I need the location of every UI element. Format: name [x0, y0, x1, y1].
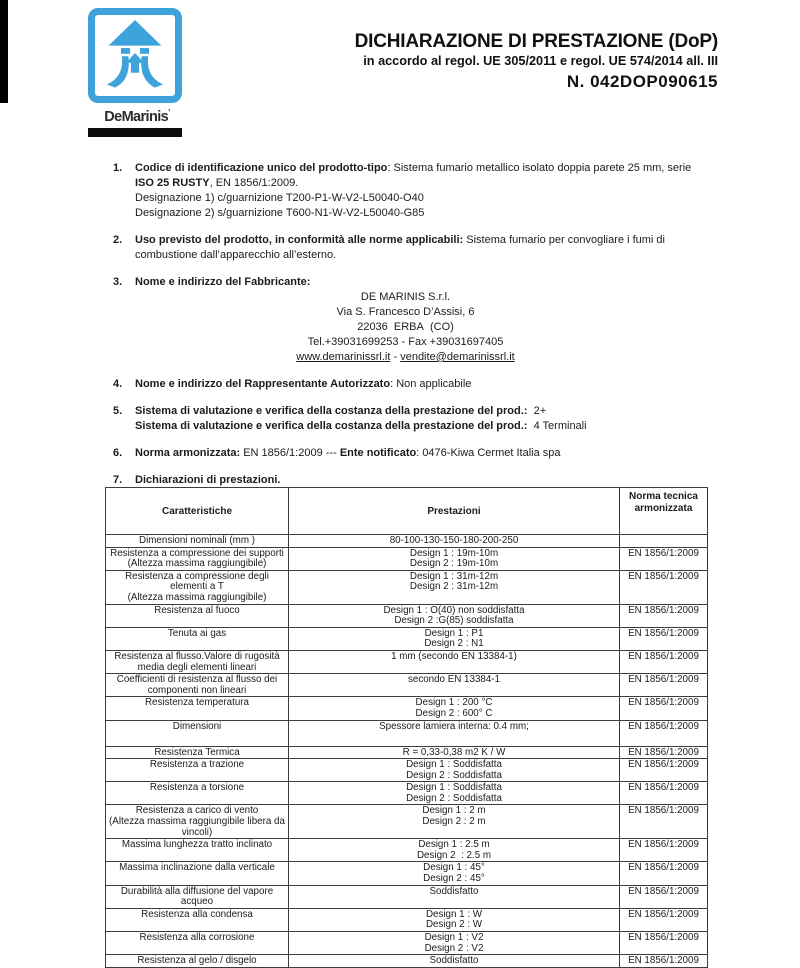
cell-prestazione: 80-100-130-150-180-200-250 — [289, 535, 620, 548]
cell-caratteristica: Massima lunghezza tratto inclinato — [106, 839, 289, 862]
text-segment: Uso previsto del prodotto, in conformità alle norme applicabili: — [135, 234, 464, 246]
link[interactable]: www.demarinissrl.it — [296, 351, 391, 363]
cell-prestazione: Design 1 : W Design 2 : W — [289, 908, 620, 931]
item-paragraph — [135, 404, 698, 419]
item-number: 7. — [113, 474, 123, 486]
list-item — [113, 275, 698, 365]
text-segment: Norma armonizzata: — [135, 447, 241, 459]
list-item — [113, 446, 698, 461]
cell-caratteristica: Resistenza a compressione dei supporti (Altezza massima raggiungibile) — [106, 547, 289, 570]
text-segment: - — [390, 351, 401, 363]
cell-prestazione: Design 1 : Soddisfatta Design 2 : Soddisfatta — [289, 782, 620, 805]
cell-prestazione: Soddisfatto — [289, 955, 620, 968]
table-row — [106, 674, 708, 697]
cell-prestazione: Soddisfatto — [289, 885, 620, 908]
cell-prestazione: Design 1 : 2 m Design 2 : 2 m — [289, 805, 620, 839]
cell-caratteristica: Durabilità alla diffusione del vapore acqueo — [106, 885, 289, 908]
table-row — [106, 862, 708, 885]
cell-caratteristica: Resistenza al gelo / disgelo — [106, 955, 289, 968]
cell-caratteristica: Resistenza a trazione — [106, 759, 289, 782]
cell-norma: EN 1856/1:2009 — [620, 547, 708, 570]
cell-caratteristica: Resistenza alla corrosione — [106, 932, 289, 955]
item-paragraph — [135, 320, 698, 335]
chimney-arrow-icon — [102, 18, 168, 93]
performance-table — [105, 487, 708, 968]
list-item — [113, 404, 698, 434]
cell-norma: EN 1856/1:2009 — [620, 650, 708, 673]
cell-caratteristica: Massima inclinazione dalla verticale — [106, 862, 289, 885]
text-segment: Via S. Francesco D’Assisi, 6 — [336, 306, 475, 318]
list-item — [113, 473, 698, 488]
page-subtitle: in accordo al regol. UE 305/2011 e regol. UE 574/2014 all. III — [363, 54, 718, 68]
text-segment: , EN 1856/1:2009. — [209, 177, 299, 189]
item-number: 2. — [113, 234, 123, 246]
text-segment: Dichiarazioni di prestazioni. — [135, 474, 281, 486]
text-segment: Sistema di valutazione e verifica della costanza della prestazione del prod.: — [135, 405, 528, 417]
list-item — [113, 161, 698, 221]
cell-prestazione: Design 1 : 19m-10m Design 2 : 19m-10m — [289, 547, 620, 570]
cell-norma: EN 1856/1:2009 — [620, 570, 708, 604]
table-row — [106, 604, 708, 627]
cell-prestazione: Spessore lamiera interna: 0.4 mm; — [289, 720, 620, 746]
cell-caratteristica: Resistenza a compressione degli elementi a T (Altezza massima raggiungibile) — [106, 570, 289, 604]
text-segment: DE MARINIS S.r.l. — [360, 291, 451, 303]
text-segment: : Non applicabile — [390, 378, 472, 390]
cell-norma: EN 1856/1:2009 — [620, 885, 708, 908]
cell-caratteristica: Dimensioni nominali (mm ) — [106, 535, 289, 548]
items-list — [113, 161, 698, 500]
item-number: 1. — [113, 162, 123, 174]
text-segment: ISO 25 RUSTY — [135, 177, 210, 189]
document-header — [260, 31, 718, 92]
col-header-prestazioni: Prestazioni — [289, 488, 620, 535]
col-header-caratteristiche: Caratteristiche — [106, 488, 289, 535]
cell-caratteristica: Resistenza Termica — [106, 746, 289, 759]
text-segment: Sistema fumario per convogliare i fumi di combustione dall’apparecchio all’esterno. — [135, 234, 665, 261]
cell-norma: EN 1856/1:2009 — [620, 604, 708, 627]
text-segment: 4 Terminali — [527, 420, 587, 432]
cell-norma: EN 1856/1:2009 — [620, 720, 708, 746]
cell-prestazione: 1 mm (secondo EN 13384-1) — [289, 650, 620, 673]
table-header-row — [106, 488, 708, 535]
text-segment: Codice di identificazione unico del prodotto-tipo — [135, 162, 388, 174]
table-row — [106, 547, 708, 570]
text-segment: : 0476-Kiwa Cermet Italia spa — [416, 447, 561, 459]
scan-artifact-strip — [0, 0, 8, 103]
link[interactable]: vendite@demarinissrl.it — [400, 351, 515, 363]
text-segment: EN 1856/1:2009 --- — [240, 447, 340, 459]
cell-prestazione: Design 1 : P1 Design 2 : N1 — [289, 627, 620, 650]
item-paragraph — [135, 350, 698, 365]
item-paragraph — [135, 161, 698, 191]
cell-norma: EN 1856/1:2009 — [620, 627, 708, 650]
text-segment: 2+ — [527, 405, 547, 417]
text-segment: Designazione 1) c/guarnizione T200-P1-W-V2-L50040-O40 — [135, 192, 424, 204]
table-row — [106, 955, 708, 968]
table-row — [106, 535, 708, 548]
text-segment: : Sistema fumario metallico isolato doppia parete 25 mm, serie — [387, 162, 692, 174]
logo-underline-bar — [88, 128, 182, 137]
table-row — [106, 570, 708, 604]
performance-table-body — [106, 535, 708, 968]
item-number: 4. — [113, 378, 123, 390]
document-number: N. 042DOP090615 — [566, 72, 718, 91]
cell-norma: EN 1856/1:2009 — [620, 746, 708, 759]
item-paragraph — [135, 419, 698, 434]
item-paragraph — [135, 233, 698, 263]
cell-prestazione: Design 1 : 45° Design 2 : 45° — [289, 862, 620, 885]
cell-norma: EN 1856/1:2009 — [620, 908, 708, 931]
cell-prestazione: Design 1 : O(40) non soddisfatta Design 2 :G(85) soddisfatta — [289, 604, 620, 627]
cell-norma — [620, 535, 708, 548]
item-paragraph — [135, 305, 698, 320]
cell-norma: EN 1856/1:2009 — [620, 759, 708, 782]
cell-prestazione: R = 0,33-0,38 m2 K / W — [289, 746, 620, 759]
cell-caratteristica: Resistenza al fuoco — [106, 604, 289, 627]
table-row — [106, 908, 708, 931]
cell-caratteristica: Coefficienti di resistenza al flusso dei componenti non lineari — [106, 674, 289, 697]
item-number: 5. — [113, 405, 123, 417]
text-segment: Designazione 2) s/guarnizione T600-N1-W-V2-L50040-G85 — [135, 207, 425, 219]
logo-frame — [88, 8, 182, 103]
cell-norma: EN 1856/1:2009 — [620, 782, 708, 805]
cell-prestazione: Design 1 : V2 Design 2 : V2 — [289, 932, 620, 955]
cell-norma: EN 1856/1:2009 — [620, 697, 708, 720]
table-row — [106, 805, 708, 839]
page-title: DICHIARAZIONE DI PRESTAZIONE (DoP) — [354, 31, 718, 52]
item-paragraph — [135, 275, 698, 290]
cell-norma: EN 1856/1:2009 — [620, 839, 708, 862]
table-row — [106, 650, 708, 673]
table-row — [106, 932, 708, 955]
cell-caratteristica: Resistenza a torsione — [106, 782, 289, 805]
list-item — [113, 377, 698, 392]
brand-name: DeMarinis’ — [104, 108, 170, 125]
cell-prestazione: Design 1 : 200 °C Design 2 : 600° C — [289, 697, 620, 720]
item-paragraph — [135, 191, 698, 206]
item-paragraph — [135, 377, 698, 392]
item-paragraph — [135, 290, 698, 305]
cell-norma: EN 1856/1:2009 — [620, 955, 708, 968]
item-number: 6. — [113, 447, 123, 459]
cell-prestazione: Design 1 : Soddisfatta Design 2 : Soddisfatta — [289, 759, 620, 782]
text-segment: Tel.+39031699253 - Fax +39031697405 — [307, 336, 504, 348]
table-row — [106, 839, 708, 862]
cell-prestazione: Design 1 : 2.5 m Design 2 : 2.5 m — [289, 839, 620, 862]
text-segment: Nome e indirizzo del Fabbricante: — [135, 276, 311, 288]
cell-norma: EN 1856/1:2009 — [620, 932, 708, 955]
table-row — [106, 782, 708, 805]
cell-caratteristica: Resistenza a carico di vento (Altezza massima raggiungibile libera da vincoli) — [106, 805, 289, 839]
cell-norma: EN 1856/1:2009 — [620, 862, 708, 885]
cell-caratteristica: Tenuta ai gas — [106, 627, 289, 650]
performance-table-wrap — [105, 487, 707, 968]
item-paragraph — [135, 206, 698, 221]
text-segment: Ente notificato — [339, 447, 417, 459]
cell-norma: EN 1856/1:2009 — [620, 674, 708, 697]
list-item — [113, 233, 698, 263]
cell-norma: EN 1856/1:2009 — [620, 805, 708, 839]
item-paragraph — [135, 473, 698, 488]
cell-caratteristica: Resistenza alla condensa — [106, 908, 289, 931]
text-segment: Sistema di valutazione e verifica della costanza della prestazione del prod.: — [135, 420, 528, 432]
company-logo — [88, 8, 186, 137]
table-row — [106, 720, 708, 746]
cell-prestazione: secondo EN 13384-1 — [289, 674, 620, 697]
text-segment: 22036 ERBA (CO) — [357, 321, 454, 333]
cell-prestazione: Design 1 : 31m-12m Design 2 : 31m-12m — [289, 570, 620, 604]
item-paragraph — [135, 446, 698, 461]
table-row — [106, 746, 708, 759]
col-header-norma-tecnica: Norma tecnica armonizzata — [620, 488, 708, 535]
table-row — [106, 885, 708, 908]
trademark-mark: ’ — [168, 108, 170, 117]
cell-caratteristica: Resistenza temperatura — [106, 697, 289, 720]
table-row — [106, 759, 708, 782]
item-paragraph — [135, 335, 698, 350]
item-number: 3. — [113, 276, 123, 288]
text-segment: Nome e indirizzo del Rappresentante Autorizzato — [135, 378, 391, 390]
table-row — [106, 627, 708, 650]
cell-caratteristica: Dimensioni — [106, 720, 289, 746]
table-row — [106, 697, 708, 720]
cell-caratteristica: Resistenza al flusso.Valore di rugosità media degli elementi lineari — [106, 650, 289, 673]
